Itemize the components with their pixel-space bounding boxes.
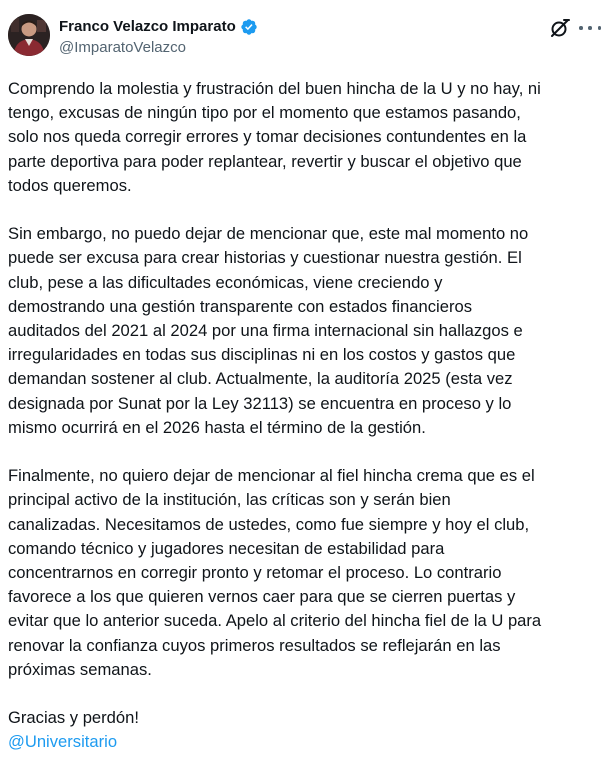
tweet-line: auditados del 2021 al 2024 por una firma internacional sin hallazgos e [8,321,523,341]
verified-badge-icon [240,18,258,36]
tweet-paragraph [8,464,604,682]
more-options-icon[interactable] [579,20,601,36]
tweet-line: evitar que lo anterior suceda. Apelo al criterio del hincha fiel de la U para [8,611,542,631]
tweet-line: tengo, excusas de ningún tipo por el momento que estamos pasando, [8,103,521,123]
author-handle[interactable]: @ImparatoVelazco [59,39,186,56]
tweet-line: principal activo de la institución, las críticas son y serán bien [8,490,451,510]
grok-icon[interactable] [549,17,571,39]
tweet-line: Finalmente, no quiero dejar de mencionar al fiel hincha crema que es el [8,466,535,486]
tweet-paragraph [8,222,604,440]
dot-icon [588,26,592,30]
tweet-line: concentrarnos en corregir pronto y retomar el proceso. Lo contrario [8,563,502,583]
display-name[interactable]: Franco Velazco Imparato [59,18,236,35]
tweet-line: mismo ocurrirá en el 2026 hasta el término de la gestión. [8,417,426,437]
tweet-line: todos queremos. [8,175,132,195]
tweet-line: renovar la confianza cuyos primeros resultados se reflejarán en las [8,635,501,655]
profile-photo-icon [8,14,50,56]
tweet-line: favorece a los que quieren vernos caer para que se cierren puertas y [8,587,516,607]
mention-link[interactable]: @Universitario [8,732,118,752]
tweet-line: comando técnico y jugadores necesitan de estabilidad para [8,538,445,558]
tweet-line: irregularidades en todas sus disciplinas ni en los costos y gastos que [8,345,516,365]
tweet-header [0,0,609,66]
tweet-line: designada por Sunat por la Ley 32113) se encuentra en proceso y lo [8,393,512,413]
tweet-line: Comprendo la molestia y frustración del buen hincha de la U y no hay, ni [8,79,541,98]
tweet-line: próximas semanas. [8,659,152,679]
tweet-line: Sin embargo, no puedo dejar de mencionar que, este mal momento no [8,224,529,244]
author-name-row[interactable] [59,17,258,37]
tweet-line: puede ser excusa para crear historias y cuestionar nuestra gestión. El [8,248,522,268]
dot-icon [579,26,583,30]
tweet-line: demostrando una gestión transparente con estados financieros [8,296,473,316]
tweet-line: Gracias y perdón! [8,708,139,728]
tweet-line: canalizadas. Necesitamos de ustedes, como fue siempre y hoy el club, [8,514,530,534]
tweet-text [8,77,604,755]
tweet-line: demandan sostener al club. Actualmente, la auditoría 2025 (esta vez [8,369,513,389]
tweet-line: club, pese a las dificultades económicas, viene creciendo y [8,272,443,292]
avatar[interactable] [8,14,50,56]
tweet-line: parte deportiva para poder replantear, revertir y buscar el objetivo que [8,151,522,171]
dot-icon [598,26,602,30]
tweet-paragraph [8,706,604,754]
tweet-line: solo nos queda corregir errores y tomar decisiones contundentes en la [8,127,527,147]
tweet-paragraph [8,77,604,198]
